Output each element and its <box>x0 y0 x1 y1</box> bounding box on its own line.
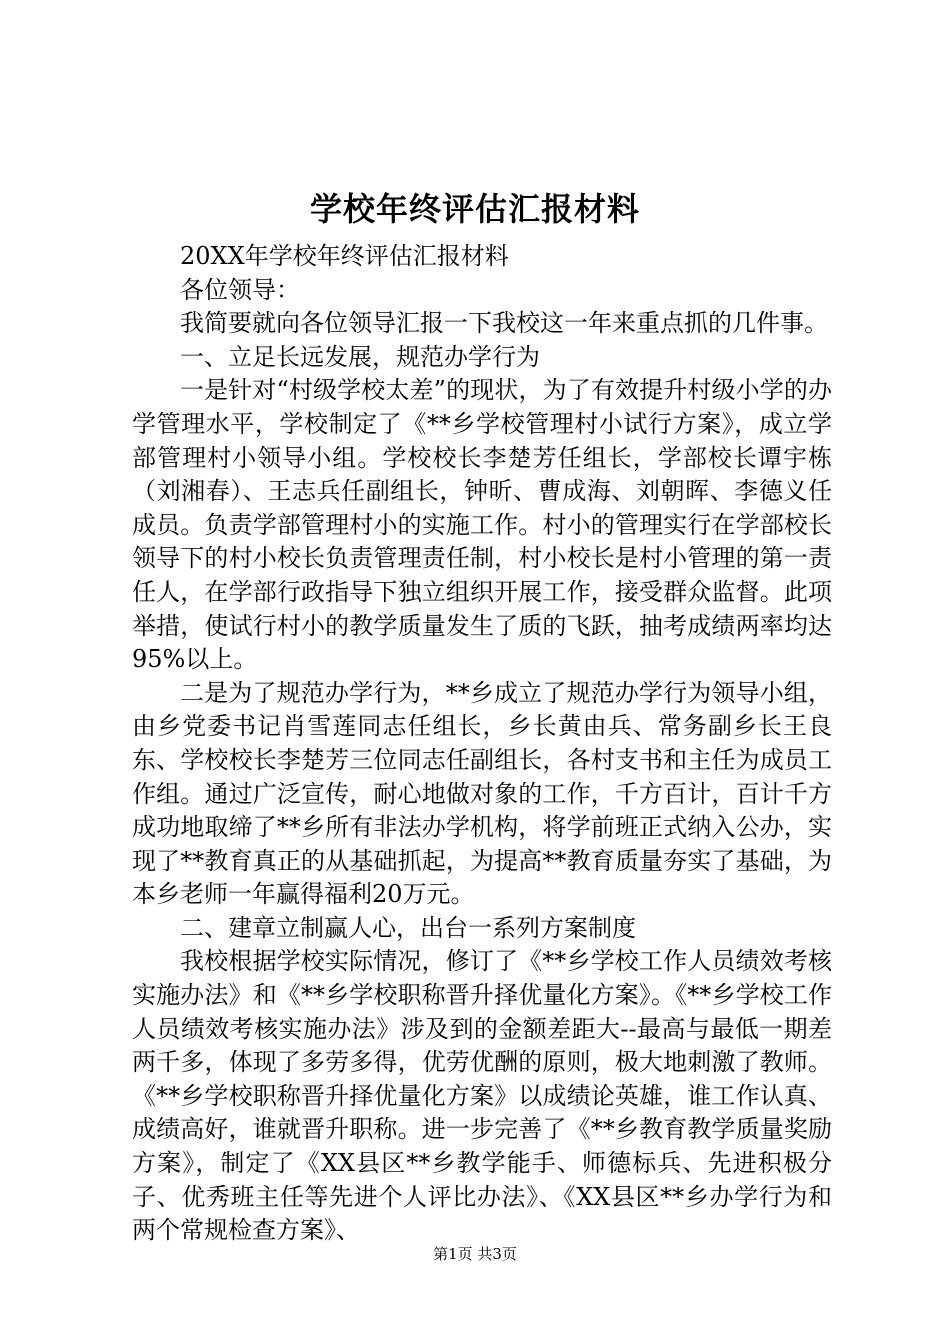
section-heading-1: 一、立足长远发展，规范办学行为 <box>180 342 540 371</box>
intro-paragraph: 我简要就向各位领导汇报一下我校这一年来重点抓的几件事。 <box>180 309 828 338</box>
document-title: 学校年终评估汇报材料 <box>309 190 640 228</box>
subtitle-paragraph: 20XX年学校年终评估汇报材料 <box>180 242 509 270</box>
body-paragraph-2: 二是为了规范办学行为，**乡成立了规范办学行为领导小组，由乡党委书记肖雪莲同志任组长，乡长黄由兵、常务副乡长王良东、学校校长李楚芳三位同志任副组长，各村支书和主任为成员工作组。通过广泛宣传，耐心地做对象的工作，千方百计，百计千方成功地取缔了**乡所有非法办学机构，将学前班正式纳入公办，实现了**教育真正的从基础抓起，为提高**教育质量夯实了基础，为本乡老师一年赢得福利20万元。 <box>132 678 832 909</box>
document-body <box>132 240 832 1248</box>
page-footer: 第1页 共3页 <box>433 1245 517 1263</box>
body-paragraph-3: 我校根据学校实际情况，修订了《**乡学校工作人员绩效考核实施办法》和《**乡学校职称晋升择优量化方案》。《**乡学校工作人员绩效考核实施办法》涉及到的金额差距大--最高与最低一期差两千多，体现了多劳多得，优劳优酬的原则，极大地刺激了教师。《**乡学校职称晋升择优量化方案》以成绩论英雄，谁工作认真、成绩高好，谁就晋升职称。进一步完善了《**乡教育教学质量奖励方案》，制定了《XX县区**乡教学能手、师德标兵、先进积极分子、优秀班主任等先进个人评比办法》、《XX县区**乡办学行为和两个常规检查方案》、 <box>132 947 832 1245</box>
section-heading-2: 二、建章立制赢人心，出台一系列方案制度 <box>180 913 636 942</box>
body-paragraph-1: 一是针对“村级学校太差”的现状，为了有效提升村级小学的办学管理水平，学校制定了《**乡学校管理村小试行方案》，成立学部管理村小领导小组。学校校长李楚芳任组长，学部校长谭宇栋（刘湘春）、王志兵任副组长，钟昕、曹成海、刘朝晖、李德义任成员。负责学部管理村小的实施工作。村小的管理实行在学部校长领导下的村小校长负责管理责任制，村小校长是村小管理的第一责任人，在学部行政指导下独立组织开展工作，接受群众监督。此项举措，使试行村小的教学质量发生了质的飞跃，抽考成绩两率均达95%以上。 <box>132 376 832 674</box>
salutation-paragraph: 各位领导： <box>180 275 300 304</box>
